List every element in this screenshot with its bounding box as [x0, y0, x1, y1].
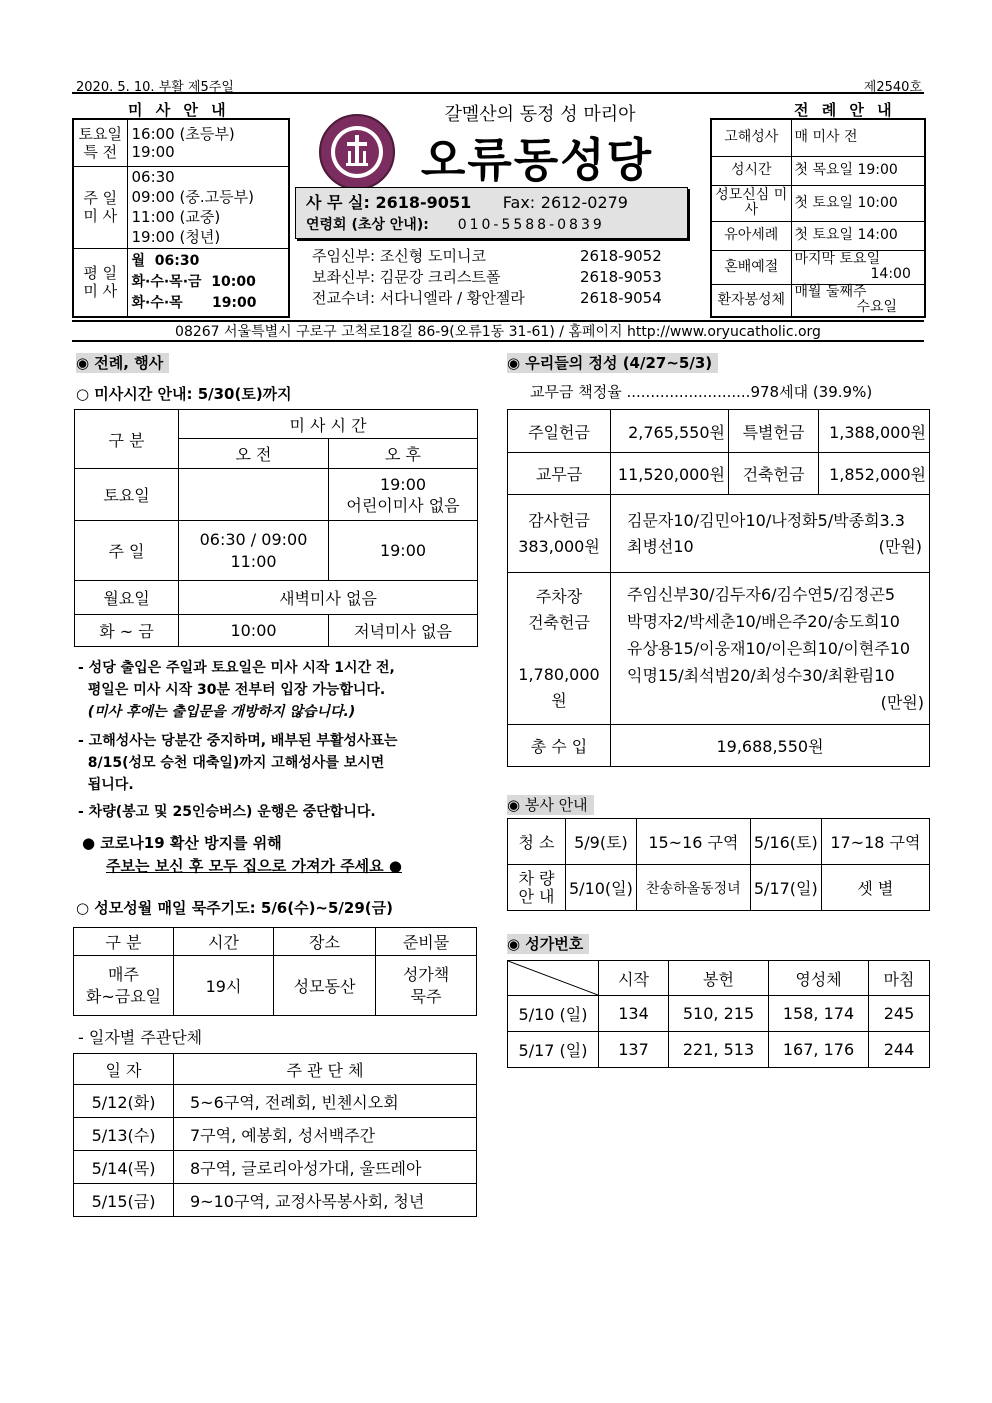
hymn-header: 시작: [599, 961, 669, 996]
mass-guide-label: 미 사 안 내: [128, 101, 230, 119]
liturgy-value: 첫 토요일 14:00: [791, 221, 925, 250]
table-row: 5/10 (일) 134 510, 215 158, 174 245: [508, 996, 930, 1032]
liturgy-label: 혼배예절: [711, 250, 791, 284]
pm-header: 오 후: [329, 439, 478, 469]
rosary-table: [73, 927, 477, 1016]
liturgy-value: 마지막 토요일 14:00: [791, 250, 925, 284]
liturgy-guide-label: 전 례 안 내: [794, 101, 896, 119]
parish-title: 오류동성당: [420, 133, 654, 187]
liturgy-value: 매월 둘째주 수요일: [791, 284, 925, 317]
mass-guide-table: [72, 118, 290, 318]
table-row: 주 일 06:30 / 09:00 11:00 19:00: [75, 521, 478, 581]
liturgy-label: 성시간: [711, 156, 791, 185]
offerings-table: [507, 409, 930, 767]
mass-row-label: 토요일 특 전: [73, 119, 127, 166]
table-row: 월요일 새벽미사 없음: [75, 581, 478, 615]
liturgy-value: 매 미사 전: [791, 119, 925, 156]
table-row: 5/12(화) 5~6구역, 전례회, 빈첸시오회: [74, 1085, 477, 1118]
table-row: 5/14(목) 8구역, 글로리아성가대, 울뜨레아: [74, 1151, 477, 1184]
table-row: 교무금 11,520,000원 건축헌금 1,852,000원: [508, 453, 930, 495]
confession-notice: - 고해성사는 당분간 중지하며, 배부된 부활성사표는 8/15(성모 승천 대축일)까지 고해성사를 보시면 됩니다.: [78, 733, 398, 793]
liturgy-value: 첫 목요일 19:00: [791, 156, 925, 185]
table-row: 토요일 19:00 어린이미사 없음: [75, 469, 478, 521]
service-table: [507, 818, 930, 911]
issue-number: 제2540호: [863, 80, 922, 95]
hymn-header: 봉헌: [669, 961, 769, 996]
issue-line: [72, 76, 924, 94]
rosary-heading: ○ 성모성월 매일 묵주기도: 5/6(수)~5/29(금): [76, 899, 393, 917]
mass-time-heading: ○ 미사시간 안내: 5/30(토)까지: [76, 385, 292, 403]
parish-subtitle: 갈멜산의 동정 성 마리아: [444, 104, 636, 125]
staff-row: 보좌신부: 김문강 크리스트폴 2618-9053: [312, 268, 662, 286]
rosary-header: 구 분: [74, 928, 174, 956]
table-row: 주차장 건축헌금 1,780,000원 주임신부30/김두자6/김수연5/김정곤5 박명자2/박세춘10/배은주20/송도희10 유상용15/이웅재10/이은희10/이현주10 익명15/최석범20/최성수30/최환림10 (만원): [508, 573, 930, 725]
liturgy-label: 환자봉성체: [711, 284, 791, 317]
offerings-heading: ◉ 우리들의 정성 (4/27~5/3): [507, 352, 718, 373]
liturgy-label: 고해성사: [711, 119, 791, 156]
covid-notice-line2: 주보는 보신 후 모두 집으로 가져가 주세요 ●: [106, 857, 402, 875]
mass-row-times: 월 06:30 화·수·목·금 10:00 화·수·목 19:00: [127, 248, 289, 317]
am-header: 오 전: [179, 439, 329, 469]
mass-row-times: 06:30 09:00 (중.고등부) 11:00 (교중) 19:00 (청년): [127, 166, 289, 248]
bus-notice: - 차량(봉고 및 25인승버스) 운행은 중단합니다.: [78, 804, 376, 820]
mass-row-label: 주 일 미 사: [73, 166, 127, 248]
col-group-header: 구 분: [75, 410, 179, 469]
mass-row-times: 16:00 (초등부) 19:00: [127, 119, 289, 166]
liturgy-events-heading: ◉ 전례, 행사: [76, 352, 169, 373]
mass-time-table: [74, 409, 478, 647]
liturgy-guide-table: [710, 118, 926, 318]
host-header: 일 자: [74, 1054, 174, 1085]
table-row: 5/15(금) 9~10구역, 교정사목봉사회, 청년: [74, 1184, 477, 1217]
office-label: 사 무 실:: [306, 193, 370, 212]
hymn-header: 영성체: [769, 961, 869, 996]
table-row: 주일헌금 2,765,550원 특별헌금 1,388,000원: [508, 410, 930, 453]
funeral-union-label: 연령회 (초상 안내):: [306, 217, 429, 233]
staff-row: 전교수녀: 서다니엘라 / 황안젤라 2618-9054: [312, 289, 662, 307]
hymns-corner-cell: [508, 961, 599, 996]
table-row: 총 수 입 19,688,550원: [508, 725, 930, 767]
table-row: 차 량 안 내 5/10(일) 찬송하올동정녀 5/17(일) 셋 별: [508, 865, 930, 911]
table-row: 5/13(수) 7구역, 예봉회, 성서백주간: [74, 1118, 477, 1151]
mass-row-label: 평 일 미 사: [73, 248, 127, 317]
liturgy-label: 유아세례: [711, 221, 791, 250]
rosary-header: 장소: [274, 928, 376, 956]
liturgy-value: 첫 토요일 10:00: [791, 185, 925, 221]
parish-logo: [318, 113, 396, 191]
staff-row: 주임신부: 조신형 도미니코 2618-9052: [312, 247, 662, 265]
table-row: 화 ~ 금 10:00 저녁미사 없음: [75, 615, 478, 647]
issue-date: 2020. 5. 10. 부활 제5주일: [76, 80, 234, 95]
table-row: 청 소 5/9(토) 15~16 구역 5/16(토) 17~18 구역: [508, 819, 930, 865]
table-row: 5/17 (일) 137 221, 513 167, 176 244: [508, 1032, 930, 1068]
table-row: 감사헌금 383,000원 김문자10/김민아10/나정화5/박종희3.3 최병선10 (만원): [508, 495, 930, 573]
funeral-union-phone: 010-5588-0839: [457, 217, 605, 233]
office-phone: 2618-9051: [375, 193, 472, 212]
parish-address: 08267 서울특별시 구로구 고척로18길 86-9(오류1동 31-61) / 홈페이지 http://www.oryucatholic.org: [72, 320, 924, 342]
entry-notice: - 성당 출입은 주일과 토요일은 미사 시작 1시간 전, 평일은 미사 시작 30분 전부터 입장 가능합니다. (미사 후에는 출입문을 개방하지 않습니다.): [78, 660, 395, 720]
office-contact-box: [295, 187, 688, 239]
staff-list: [312, 246, 692, 309]
rosary-header: 준비물: [376, 928, 477, 956]
hymn-header: 마침: [869, 961, 930, 996]
dues-rate: 교무금 책정율 ..........................978세대 (39.9%): [530, 383, 873, 401]
hymns-table: [507, 960, 930, 1068]
fax-number: 2612-0279: [540, 193, 628, 212]
liturgy-label: 성모신심 미사: [711, 185, 791, 221]
covid-notice-line1: ● 코로나19 확산 방지를 위해: [82, 834, 282, 852]
fax-label: Fax:: [502, 193, 536, 212]
rosary-header: 시간: [174, 928, 274, 956]
host-groups-heading: - 일자별 주관단체: [78, 1028, 203, 1047]
hymns-heading: ◉ 성가번호: [507, 933, 589, 954]
host-groups-table: [73, 1053, 477, 1217]
service-heading: ◉ 봉사 안내: [507, 794, 594, 815]
host-header: 주 관 단 체: [174, 1054, 477, 1085]
table-row: 매주 화~금요일 19시 성모동산 성가책 묵주: [74, 956, 477, 1016]
mass-time-header: 미 사 시 간: [179, 410, 478, 439]
